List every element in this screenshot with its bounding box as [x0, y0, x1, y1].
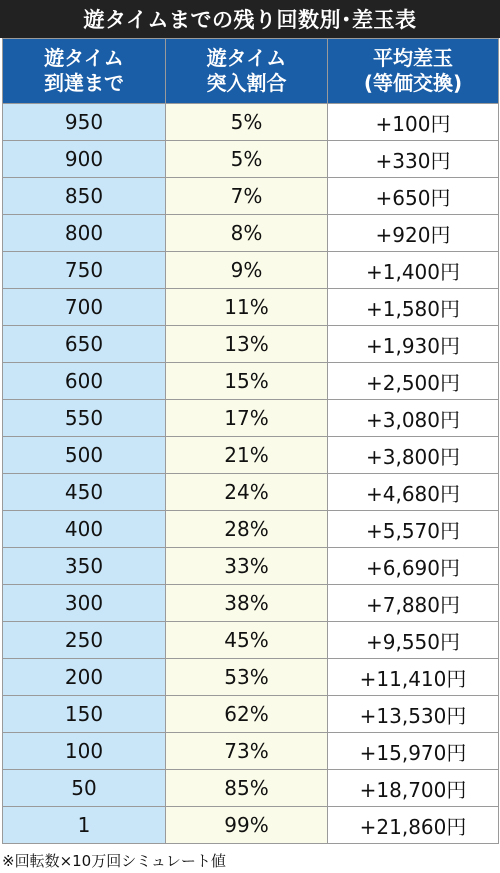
table-row	[3, 548, 499, 585]
remaining-spins-cell: 850	[3, 178, 166, 215]
avg-balls-cell: +4,680円	[328, 474, 499, 511]
avg-balls-cell: +100円	[328, 104, 499, 141]
avg-balls-cell: +1,580円	[328, 289, 499, 326]
entry-rate-cell: 45%	[166, 622, 328, 659]
avg-balls-cell: +15,970円	[328, 733, 499, 770]
avg-balls-cell: +920円	[328, 215, 499, 252]
table-row	[3, 141, 499, 178]
header-row	[3, 39, 499, 104]
table-row	[3, 178, 499, 215]
table-row	[3, 807, 499, 844]
table-body	[3, 104, 499, 844]
remaining-spins-cell: 450	[3, 474, 166, 511]
table-row	[3, 326, 499, 363]
header-line: 遊タイム	[44, 46, 124, 70]
table-row	[3, 363, 499, 400]
remaining-spins-cell: 550	[3, 400, 166, 437]
entry-rate-cell: 33%	[166, 548, 328, 585]
remaining-spins-cell: 400	[3, 511, 166, 548]
remaining-spins-cell: 900	[3, 141, 166, 178]
header-line: 突入割合	[206, 71, 287, 95]
avg-balls-cell: +3,080円	[328, 400, 499, 437]
data-table	[2, 38, 499, 844]
avg-balls-cell: +13,530円	[328, 696, 499, 733]
remaining-spins-cell: 50	[3, 770, 166, 807]
remaining-spins-cell: 500	[3, 437, 166, 474]
footnote: ※回転数×10万回シミュレート値	[2, 852, 226, 870]
table-row	[3, 585, 499, 622]
entry-rate-cell: 17%	[166, 400, 328, 437]
avg-balls-cell: +18,700円	[328, 770, 499, 807]
entry-rate-cell: 24%	[166, 474, 328, 511]
remaining-spins-cell: 150	[3, 696, 166, 733]
table-title: 遊タイムまでの残り回数別･差玉表	[0, 0, 500, 38]
remaining-spins-cell: 950	[3, 104, 166, 141]
avg-balls-cell: +2,500円	[328, 363, 499, 400]
entry-rate-cell: 11%	[166, 289, 328, 326]
header-line: 遊タイム	[206, 46, 287, 70]
remaining-spins-cell: 1	[3, 807, 166, 844]
avg-balls-cell: +11,410円	[328, 659, 499, 696]
remaining-spins-cell: 600	[3, 363, 166, 400]
header-line: (等価交換)	[363, 71, 463, 95]
remaining-spins-cell: 200	[3, 659, 166, 696]
remaining-spins-cell: 300	[3, 585, 166, 622]
remaining-spins-cell: 700	[3, 289, 166, 326]
avg-balls-cell: +21,860円	[328, 807, 499, 844]
remaining-spins-cell: 650	[3, 326, 166, 363]
remaining-spins-cell: 100	[3, 733, 166, 770]
table-row	[3, 252, 499, 289]
entry-rate-cell: 9%	[166, 252, 328, 289]
table-row	[3, 437, 499, 474]
avg-balls-cell: +1,930円	[328, 326, 499, 363]
entry-rate-cell: 7%	[166, 178, 328, 215]
table-row	[3, 474, 499, 511]
entry-rate-cell: 13%	[166, 326, 328, 363]
entry-rate-cell: 99%	[166, 807, 328, 844]
table-row	[3, 659, 499, 696]
entry-rate-cell: 8%	[166, 215, 328, 252]
table-row	[3, 770, 499, 807]
avg-balls-cell: +3,800円	[328, 437, 499, 474]
table-row	[3, 696, 499, 733]
entry-rate-cell: 62%	[166, 696, 328, 733]
entry-rate-cell: 21%	[166, 437, 328, 474]
entry-rate-cell: 85%	[166, 770, 328, 807]
avg-balls-cell: +7,880円	[328, 585, 499, 622]
remaining-spins-cell: 250	[3, 622, 166, 659]
header-remaining-spins	[3, 39, 166, 104]
table-row	[3, 104, 499, 141]
remaining-spins-cell: 350	[3, 548, 166, 585]
header-entry-rate	[166, 39, 328, 104]
entry-rate-cell: 5%	[166, 141, 328, 178]
avg-balls-cell: +1,400円	[328, 252, 499, 289]
avg-balls-cell: +650円	[328, 178, 499, 215]
table-row	[3, 400, 499, 437]
entry-rate-cell: 53%	[166, 659, 328, 696]
remaining-spins-cell: 800	[3, 215, 166, 252]
remaining-spins-cell: 750	[3, 252, 166, 289]
entry-rate-cell: 73%	[166, 733, 328, 770]
avg-balls-cell: +9,550円	[328, 622, 499, 659]
table-row	[3, 622, 499, 659]
avg-balls-cell: +6,690円	[328, 548, 499, 585]
table-row	[3, 733, 499, 770]
entry-rate-cell: 15%	[166, 363, 328, 400]
header-avg-balls	[328, 39, 499, 104]
entry-rate-cell: 5%	[166, 104, 328, 141]
avg-balls-cell: +330円	[328, 141, 499, 178]
header-line: 平均差玉	[373, 46, 453, 70]
table-row	[3, 289, 499, 326]
avg-balls-cell: +5,570円	[328, 511, 499, 548]
entry-rate-cell: 38%	[166, 585, 328, 622]
entry-rate-cell: 28%	[166, 511, 328, 548]
header-line: 到達まで	[44, 71, 124, 95]
table-row	[3, 511, 499, 548]
table-row	[3, 215, 499, 252]
